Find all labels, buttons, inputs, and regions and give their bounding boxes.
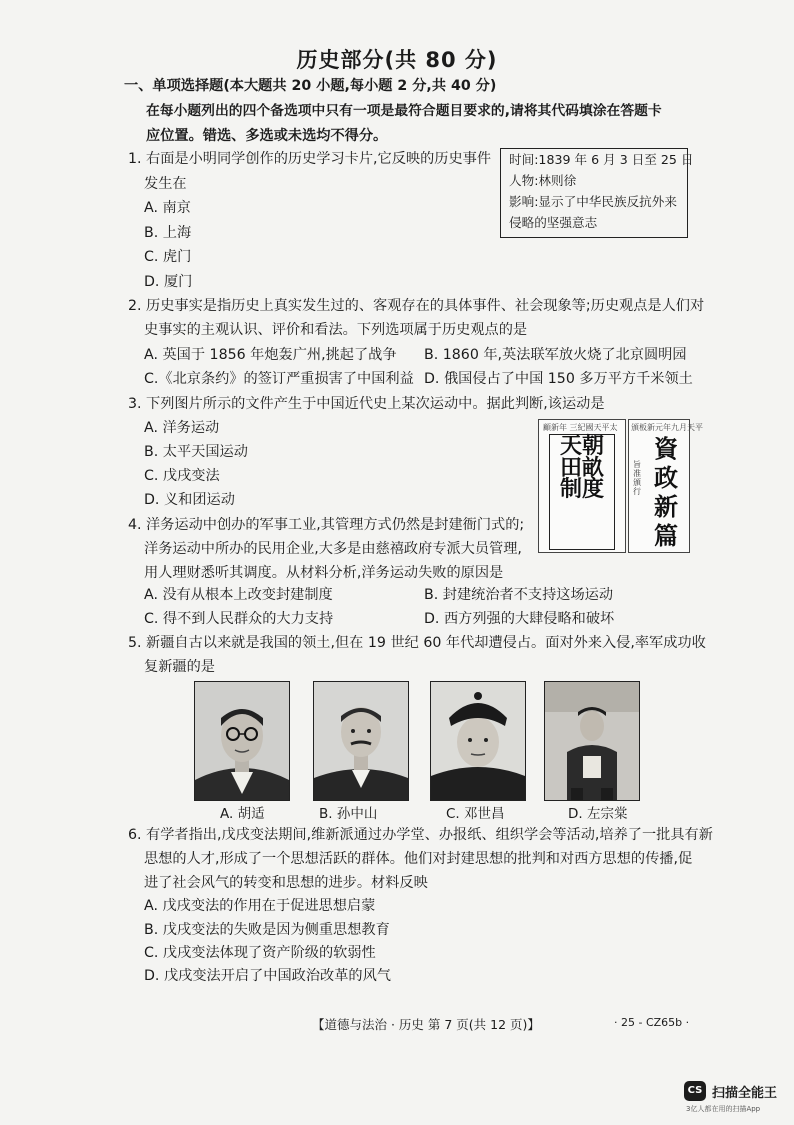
q5-option-d: D. 左宗棠 <box>568 806 628 822</box>
doc1-header: 顧新年 三紀國天平太 <box>543 423 618 432</box>
q4-option-c: C. 得不到人民群众的大力支持 <box>144 611 334 627</box>
q3-option-d: D. 义和团运动 <box>144 492 235 508</box>
q4-stem-line-1: 4. 洋务运动中创办的军事工业,其管理方式仍然是封建衙门式的; <box>128 517 525 533</box>
q4-stem-line-2: 洋务运动中所办的民用企业,大多是由慈禧政府专派大员管理, <box>144 541 522 557</box>
card-impact-cont: 侵略的坚强意志 <box>509 215 598 230</box>
doc2-side-note: 旨准頒行 <box>633 460 641 496</box>
q6-option-d: D. 戊戌变法开启了中国政治改革的风气 <box>144 968 391 984</box>
page-footer: 【道德与法治 · 历史 第 7 页(共 12 页)】 <box>312 1017 540 1032</box>
q2-option-a: A. 英国于 1856 年炮轰广州,挑起了战争 <box>144 347 397 363</box>
q5-option-c: C. 邓世昌 <box>446 806 505 822</box>
q6-stem-line-2: 思想的人才,形成了一个思想活跃的群体。他们对封建思想的批判和对西方思想的传播,促 <box>144 851 693 867</box>
q1-option-b: B. 上海 <box>144 225 192 241</box>
q6-option-c: C. 戊戌变法体现了资产阶级的软弱性 <box>144 945 376 961</box>
q3-option-b: B. 太平天国运动 <box>144 444 248 460</box>
instruction-line-1: 在每小题列出的四个备选项中只有一项是最符合题目要求的,请将其代码填涂在答题卡 <box>146 103 662 119</box>
doc1-title: 天朝田畝制度 <box>559 433 604 502</box>
q6-stem-line-3: 进了社会风气的转变和思想的进步。材料反映 <box>144 875 428 891</box>
section-heading: 一、单项选择题(本大题共 20 小题,每小题 2 分,共 40 分) <box>124 78 497 94</box>
q1-stem-line-2: 发生在 <box>144 176 187 192</box>
q1-option-a: A. 南京 <box>144 200 191 216</box>
q1-option-c: C. 虎门 <box>144 249 192 265</box>
q2-option-d: D. 俄国侵占了中国 150 多万平方千米领土 <box>424 371 693 387</box>
q5-option-b: B. 孙中山 <box>319 806 378 822</box>
section-title: 历史部分(共 80 分) <box>296 48 498 72</box>
portrait-deng-shichang <box>430 681 526 801</box>
q6-stem-line-1: 6. 有学者指出,戊戌变法期间,维新派通过办学堂、办报纸、组织学会等活动,培养了一批具有新 <box>128 827 713 843</box>
card-time: 时间:1839 年 6 月 3 日至 25 日 <box>509 152 694 167</box>
q6-option-b: B. 戊戌变法的失败是因为侧重思想教育 <box>144 922 390 938</box>
instruction-line-2: 应位置。错选、多选或未选均不得分。 <box>146 128 388 144</box>
q4-option-d: D. 西方列强的大肆侵略和破坏 <box>424 611 615 627</box>
q5-option-a: A. 胡适 <box>220 806 265 822</box>
q5-stem-line-2: 复新疆的是 <box>144 659 215 675</box>
doc2-header: 頒板新元年九月天平 <box>631 423 703 432</box>
q1-stem-line-1: 1. 右面是小明同学创作的历史学习卡片,它反映的历史事件 <box>128 151 492 167</box>
camscanner-logo-icon: CS <box>684 1081 706 1101</box>
q2-option-b: B. 1860 年,英法联军放火烧了北京圆明园 <box>424 347 687 363</box>
q3-stem: 3. 下列图片所示的文件产生于中国近代史上某次运动中。据此判断,该运动是 <box>128 396 605 412</box>
card-person: 人物:林则徐 <box>509 173 577 188</box>
q3-option-a: A. 洋务运动 <box>144 420 220 436</box>
doc2-title: 資政新篇 <box>654 434 678 550</box>
q2-stem-line-2: 史事实的主观认识、评价和看法。下列选项属于历史观点的是 <box>144 322 528 338</box>
portrait-hu-shi <box>194 681 290 801</box>
q5-stem-line-1: 5. 新疆自古以来就是我国的领土,但在 19 世纪 60 年代却遭侵占。面对外来入侵,率军成功收 <box>128 635 706 651</box>
q1-option-d: D. 厦门 <box>144 274 193 290</box>
document-image-tianchao <box>538 419 626 553</box>
q4-option-b: B. 封建统治者不支持这场运动 <box>424 587 614 603</box>
history-study-card <box>500 148 694 238</box>
camscanner-tagline: 3亿人都在用的扫描App <box>686 1105 761 1113</box>
q2-option-c: C.《北京条约》的签订严重损害了中国利益 <box>144 371 414 387</box>
q4-stem-line-3: 用人理财悉听其调度。从材料分析,洋务运动失败的原因是 <box>144 565 504 581</box>
card-impact: 影响:显示了中华民族反抗外来 <box>509 194 677 209</box>
q3-option-c: C. 戊戌变法 <box>144 468 220 484</box>
paper-code: · 25 - CZ65b · <box>614 1016 690 1029</box>
document-image-zizheng <box>628 419 703 553</box>
portrait-zuo-zongtang <box>544 681 640 801</box>
portrait-sun-yat-sen <box>313 681 409 801</box>
q4-option-a: A. 没有从根本上改变封建制度 <box>144 587 333 603</box>
camscanner-name: 扫描全能王 <box>712 1086 778 1101</box>
q6-option-a: A. 戊戌变法的作用在于促进思想启蒙 <box>144 898 376 914</box>
q2-stem-line-1: 2. 历史事实是指历史上真实发生过的、客观存在的具体事件、社会现象等;历史观点是人们对 <box>128 298 705 314</box>
